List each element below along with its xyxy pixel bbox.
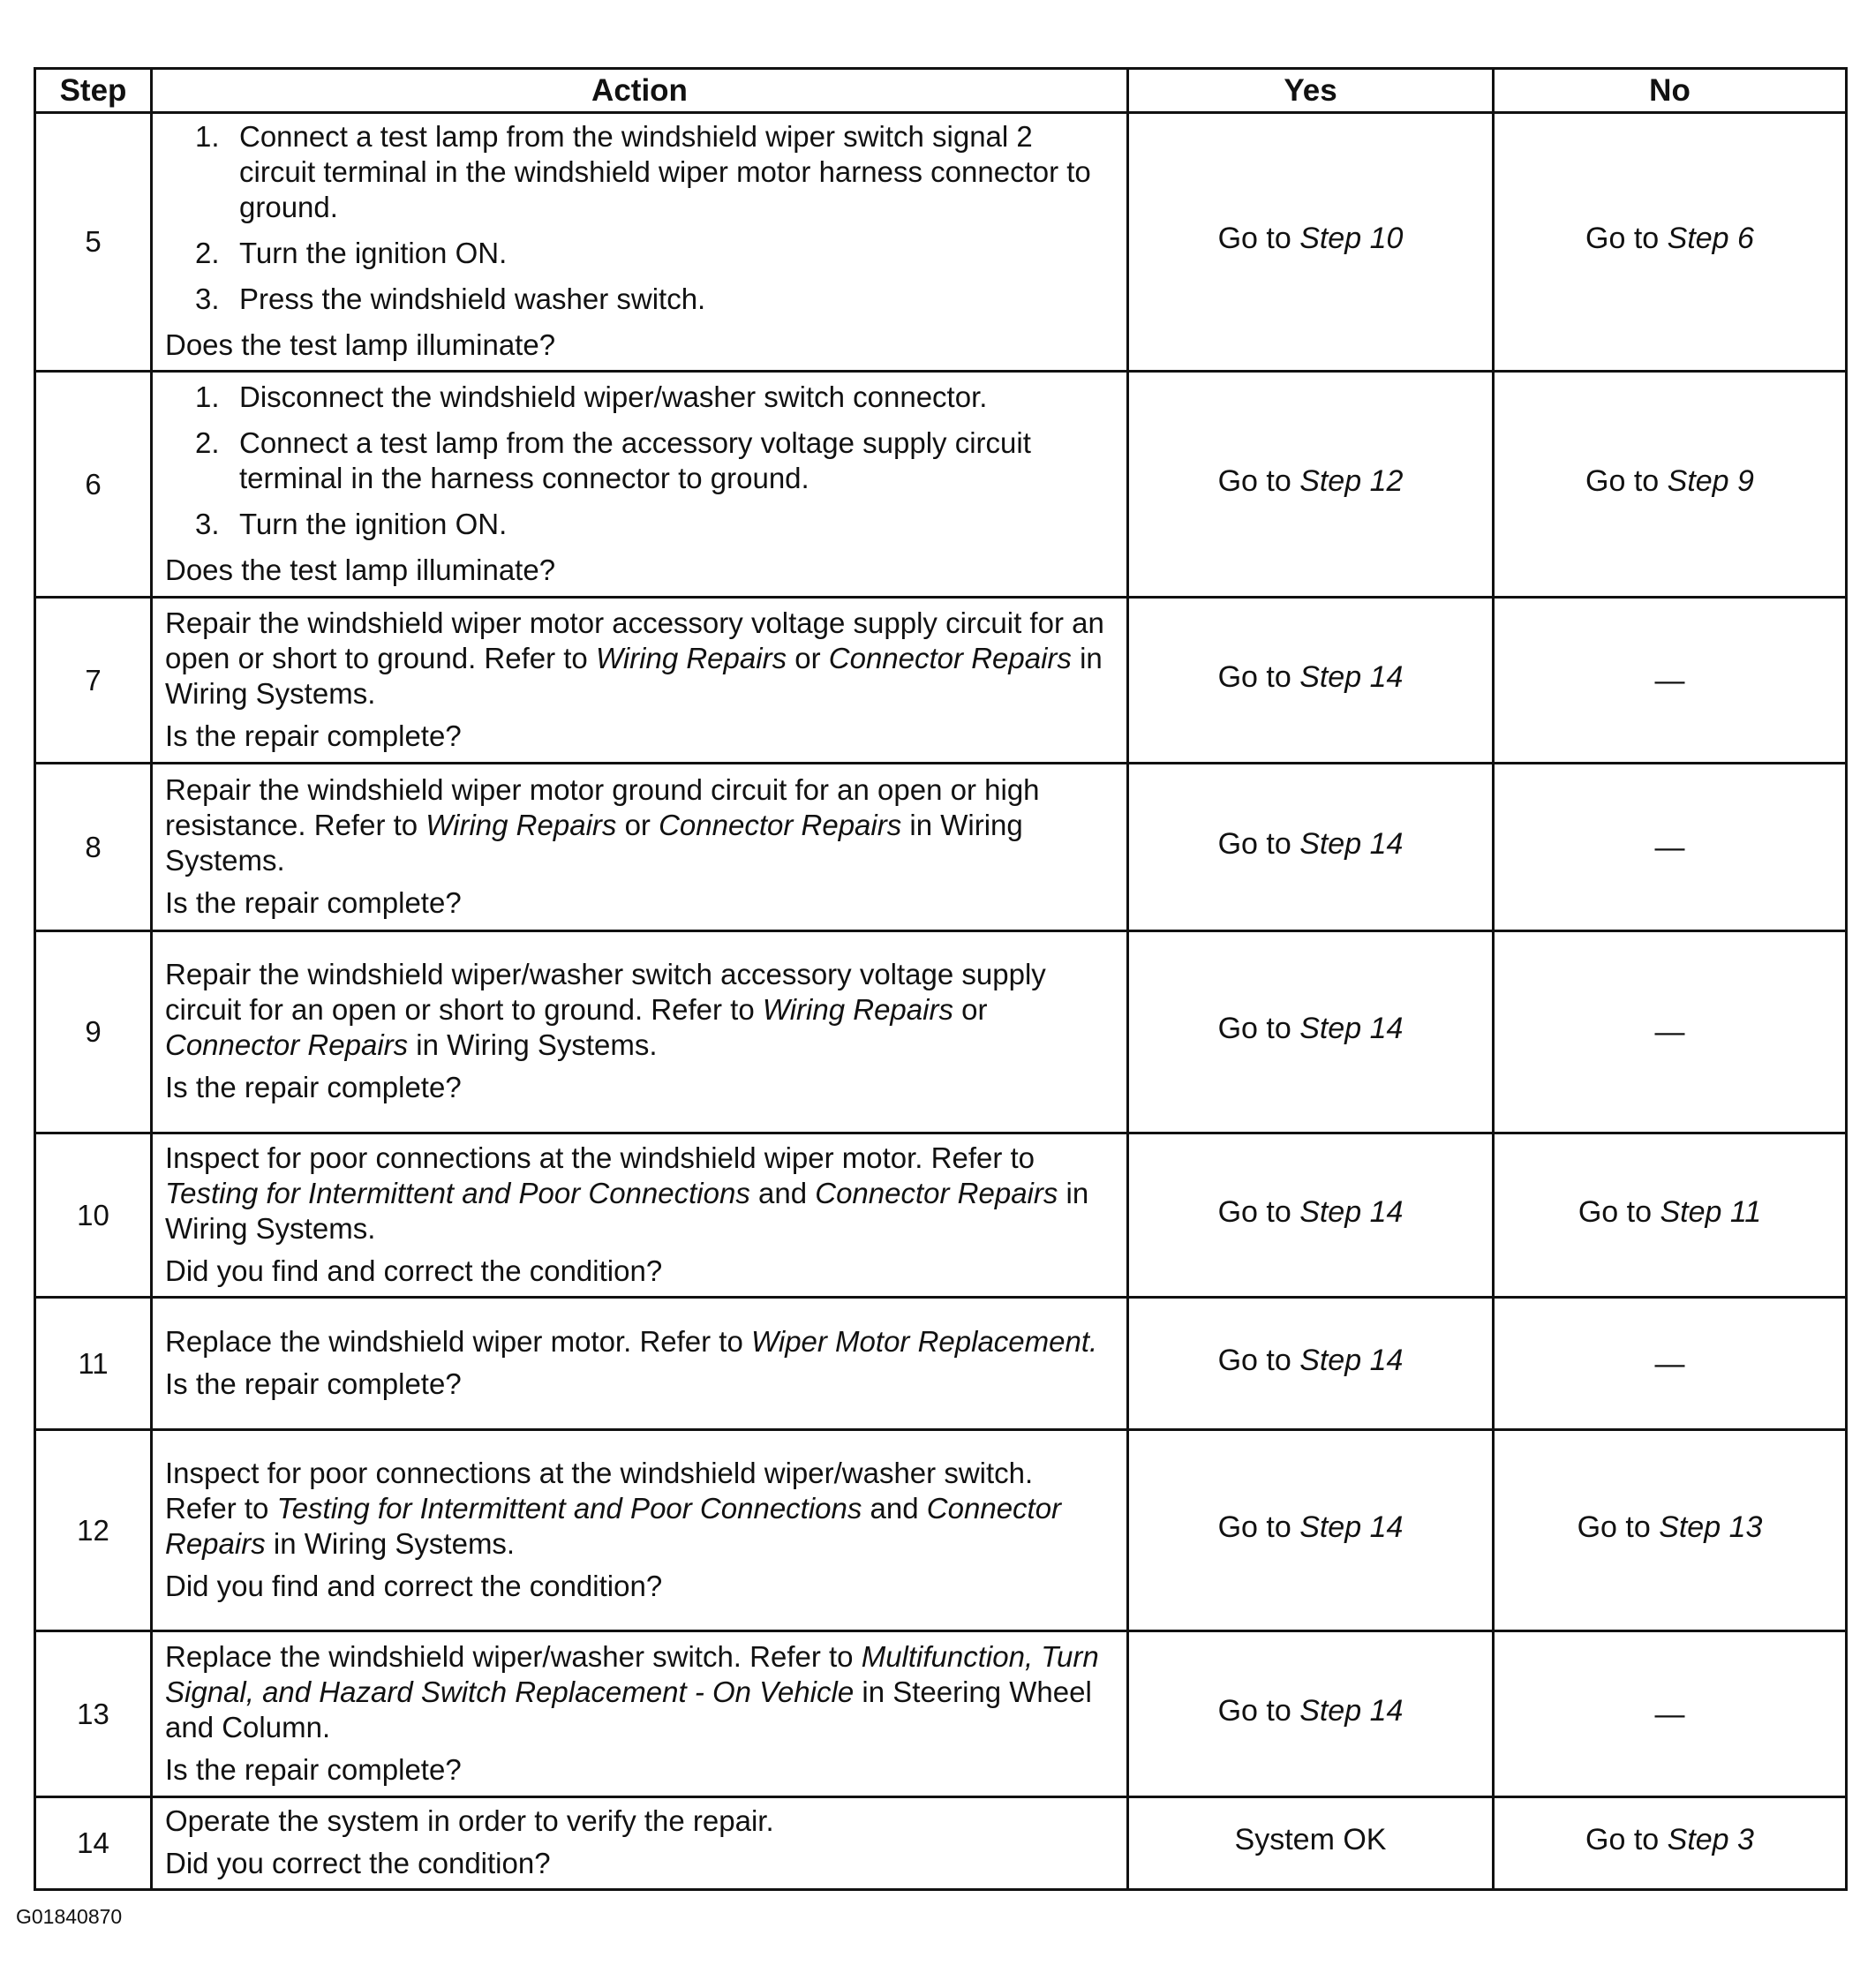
- yes-outcome: [1128, 372, 1494, 598]
- outcome-text: —: [1654, 1697, 1685, 1731]
- action-instruction: [165, 957, 1109, 1063]
- reference-link: Testing for Intermittent and Poor Connections: [276, 1491, 862, 1525]
- goto-step-link: Step 14: [1299, 1510, 1404, 1544]
- header-yes: Yes: [1128, 69, 1494, 113]
- yes-outcome: [1128, 1631, 1494, 1797]
- step-number: 5: [35, 113, 152, 372]
- action-instruction: [165, 606, 1109, 712]
- goto-step-link: Step 9: [1667, 463, 1754, 498]
- no-outcome: [1494, 1133, 1847, 1298]
- goto-prefix: Go to: [1585, 1823, 1668, 1856]
- action-cell: [152, 764, 1128, 931]
- action-cell: [152, 1430, 1128, 1631]
- yes-outcome: [1128, 1133, 1494, 1298]
- goto-step-link: Step 14: [1299, 1012, 1404, 1045]
- action-steps-list: [165, 380, 1109, 542]
- reference-link: Multifunction, Turn Signal, and Hazard Switch Replacement - On Vehicle: [165, 1639, 1099, 1708]
- goto-prefix: Go to: [1217, 1693, 1300, 1728]
- yes-outcome: [1128, 113, 1494, 372]
- action-cell: [152, 931, 1128, 1133]
- action-question: Did you find and correct the condition?: [165, 1254, 663, 1287]
- action-step-text: Connect a test lamp from the accessory voltage supply circuit terminal in the harness connector to ground.: [239, 425, 1031, 494]
- instruction-text: and: [749, 1176, 816, 1209]
- step-number: 9: [35, 931, 152, 1133]
- table-row: [35, 598, 1847, 764]
- goto-prefix: Go to: [1585, 222, 1668, 255]
- table-row: [35, 931, 1847, 1133]
- action-question: Does the test lamp illuminate?: [165, 553, 556, 586]
- diagnostic-table: [34, 67, 1848, 1891]
- reference-link: Wiper Motor Replacement.: [751, 1324, 1098, 1358]
- action-step-item: [165, 282, 1109, 317]
- table-row: [35, 1797, 1847, 1890]
- goto-prefix: Go to: [1217, 826, 1300, 861]
- goto-step-link: Step 6: [1667, 222, 1754, 255]
- action-question: Is the repair complete?: [165, 719, 462, 752]
- no-outcome: [1494, 1298, 1847, 1430]
- outcome-text: —: [1654, 830, 1685, 864]
- action-question: Is the repair complete?: [165, 1367, 462, 1400]
- step-number: 6: [35, 372, 152, 598]
- goto-prefix: Go to: [1217, 463, 1300, 498]
- instruction-text: in Steering Wheel and Column.: [165, 1675, 1092, 1743]
- yes-outcome: [1128, 1298, 1494, 1430]
- reference-link: Wiring Repairs: [762, 993, 953, 1026]
- no-outcome: [1494, 113, 1847, 372]
- action-instruction: [165, 772, 1109, 878]
- instruction-text: in Wiring Systems.: [265, 1526, 516, 1560]
- action-question: Does the test lamp illuminate?: [165, 328, 556, 361]
- goto-prefix: Go to: [1577, 1510, 1660, 1544]
- goto-prefix: Go to: [1217, 1194, 1300, 1229]
- table-row: [35, 1631, 1847, 1797]
- outcome-text: System OK: [1234, 1823, 1387, 1856]
- goto-step-link: Step 14: [1299, 826, 1404, 861]
- action-step-number: 2.: [195, 425, 220, 459]
- action-step-text: Connect a test lamp from the windshield wiper switch signal 2 circuit terminal in the windshield wiper motor harness connector to ground.: [239, 120, 1091, 223]
- reference-link: Wiring Repairs: [425, 808, 617, 841]
- reference-link: Connector Repairs: [659, 808, 902, 841]
- header-action: Action: [152, 69, 1128, 113]
- action-step-item: [165, 236, 1109, 271]
- header-step: Step: [35, 69, 152, 113]
- action-question: Is the repair complete?: [165, 1752, 462, 1786]
- instruction-text: or: [616, 808, 659, 841]
- instruction-text: Inspect for poor connections at the windshield wiper motor. Refer to: [165, 1141, 1035, 1174]
- goto-step-link: Step 14: [1299, 1693, 1404, 1728]
- instruction-text: or: [953, 993, 988, 1026]
- goto-step-link: Step 13: [1659, 1510, 1763, 1544]
- action-step-text: Turn the ignition ON.: [239, 507, 508, 540]
- instruction-text: Repair the windshield wiper/washer switch accessory voltage supply circuit for an open or short to ground. Refer to: [165, 958, 1046, 1026]
- action-step-item: [165, 425, 1109, 496]
- step-number: 8: [35, 764, 152, 931]
- action-step-number: 3.: [195, 507, 220, 540]
- action-cell: [152, 1298, 1128, 1430]
- goto-step-link: Step 3: [1667, 1823, 1754, 1856]
- action-step-number: 3.: [195, 282, 220, 315]
- action-steps-list: [165, 119, 1109, 317]
- goto-step-link: Step 14: [1299, 659, 1404, 694]
- outcome-text: —: [1654, 1346, 1685, 1381]
- action-cell: [152, 598, 1128, 764]
- instruction-text: Inspect for poor connections at the windshield wiper/washer switch. Refer to: [165, 1456, 1034, 1525]
- instruction-text: Operate the system in order to verify the repair.: [165, 1804, 774, 1837]
- instruction-text: Repair the windshield wiper motor ground circuit for an open or high resistance. Refer to: [165, 772, 1040, 841]
- instruction-text: in Wiring Systems.: [165, 1176, 1089, 1245]
- action-step-text: Press the windshield washer switch.: [239, 282, 706, 315]
- action-instruction: [165, 1639, 1109, 1745]
- instruction-text: in Wiring Systems.: [408, 1028, 658, 1061]
- reference-link: Testing for Intermittent and Poor Connections: [165, 1176, 750, 1209]
- yes-outcome: [1128, 598, 1494, 764]
- action-cell: [152, 1797, 1128, 1890]
- step-number: 12: [35, 1430, 152, 1631]
- action-step-number: 1.: [195, 380, 220, 413]
- instruction-text: in Wiring Systems.: [165, 808, 1023, 877]
- instruction-text: Replace the windshield wiper motor. Refer to: [165, 1324, 751, 1358]
- goto-step-link: Step 10: [1299, 222, 1404, 255]
- table-row: [35, 764, 1847, 931]
- action-step-number: 2.: [195, 237, 220, 269]
- action-step-text: Turn the ignition ON.: [239, 237, 508, 269]
- action-question: Is the repair complete?: [165, 885, 462, 919]
- reference-link: Connector Repairs: [815, 1176, 1058, 1209]
- instruction-text: or: [787, 641, 829, 674]
- outcome-text: —: [1654, 1015, 1685, 1049]
- table-row: [35, 372, 1847, 598]
- instruction-text: Replace the windshield wiper/washer switch. Refer to: [165, 1639, 862, 1673]
- action-cell: [152, 1133, 1128, 1298]
- no-outcome: [1494, 764, 1847, 931]
- no-outcome: [1494, 1430, 1847, 1631]
- action-step-item: [165, 507, 1109, 542]
- instruction-text: in Wiring Systems.: [165, 641, 1103, 710]
- action-step-number: 1.: [195, 120, 220, 153]
- reference-link: Connector Repairs: [165, 1491, 1062, 1560]
- action-instruction: [165, 1456, 1109, 1562]
- action-cell: [152, 1631, 1128, 1797]
- yes-outcome: [1128, 764, 1494, 931]
- table-row: [35, 113, 1847, 372]
- goto-step-link: Step 12: [1299, 463, 1404, 498]
- header-row: [35, 69, 1847, 113]
- table-row: [35, 1430, 1847, 1631]
- goto-prefix: Go to: [1585, 463, 1668, 498]
- action-step-item: [165, 380, 1109, 415]
- goto-prefix: Go to: [1578, 1194, 1660, 1229]
- goto-prefix: Go to: [1217, 1343, 1300, 1377]
- no-outcome: [1494, 1797, 1847, 1890]
- instruction-text: Repair the windshield wiper motor accessory voltage supply circuit for an open or short to ground. Refer to: [165, 606, 1104, 674]
- instruction-text: and: [862, 1491, 927, 1525]
- action-question: Did you correct the condition?: [165, 1847, 551, 1879]
- step-number: 7: [35, 598, 152, 764]
- step-number: 10: [35, 1133, 152, 1298]
- reference-link: Connector Repairs: [165, 1028, 409, 1061]
- yes-outcome: [1128, 1797, 1494, 1890]
- action-cell: [152, 372, 1128, 598]
- no-outcome: [1494, 598, 1847, 764]
- goto-prefix: Go to: [1217, 222, 1300, 255]
- header-no: No: [1494, 69, 1847, 113]
- goto-step-link: Step 14: [1299, 1343, 1404, 1377]
- no-outcome: [1494, 1631, 1847, 1797]
- step-number: 11: [35, 1298, 152, 1430]
- no-outcome: [1494, 372, 1847, 598]
- figure-code: G01840870: [16, 1905, 123, 1928]
- yes-outcome: [1128, 931, 1494, 1133]
- action-instruction: [165, 1804, 1109, 1839]
- yes-outcome: [1128, 1430, 1494, 1631]
- outcome-text: —: [1654, 663, 1685, 697]
- action-instruction: [165, 1324, 1109, 1359]
- goto-step-link: Step 11: [1660, 1194, 1762, 1229]
- table-row: [35, 1298, 1847, 1430]
- step-number: 14: [35, 1797, 152, 1890]
- table-row: [35, 1133, 1847, 1298]
- goto-step-link: Step 14: [1299, 1194, 1404, 1229]
- goto-prefix: Go to: [1217, 659, 1300, 694]
- action-step-text: Disconnect the windshield wiper/washer switch connector.: [239, 380, 988, 413]
- step-number: 13: [35, 1631, 152, 1797]
- reference-link: Wiring Repairs: [595, 641, 787, 674]
- reference-link: Connector Repairs: [828, 641, 1072, 674]
- goto-prefix: Go to: [1217, 1012, 1300, 1045]
- action-cell: [152, 113, 1128, 372]
- action-step-item: [165, 119, 1109, 225]
- action-question: Is the repair complete?: [165, 1071, 462, 1103]
- goto-prefix: Go to: [1217, 1510, 1300, 1544]
- no-outcome: [1494, 931, 1847, 1133]
- action-instruction: [165, 1141, 1109, 1246]
- action-question: Did you find and correct the condition?: [165, 1569, 663, 1602]
